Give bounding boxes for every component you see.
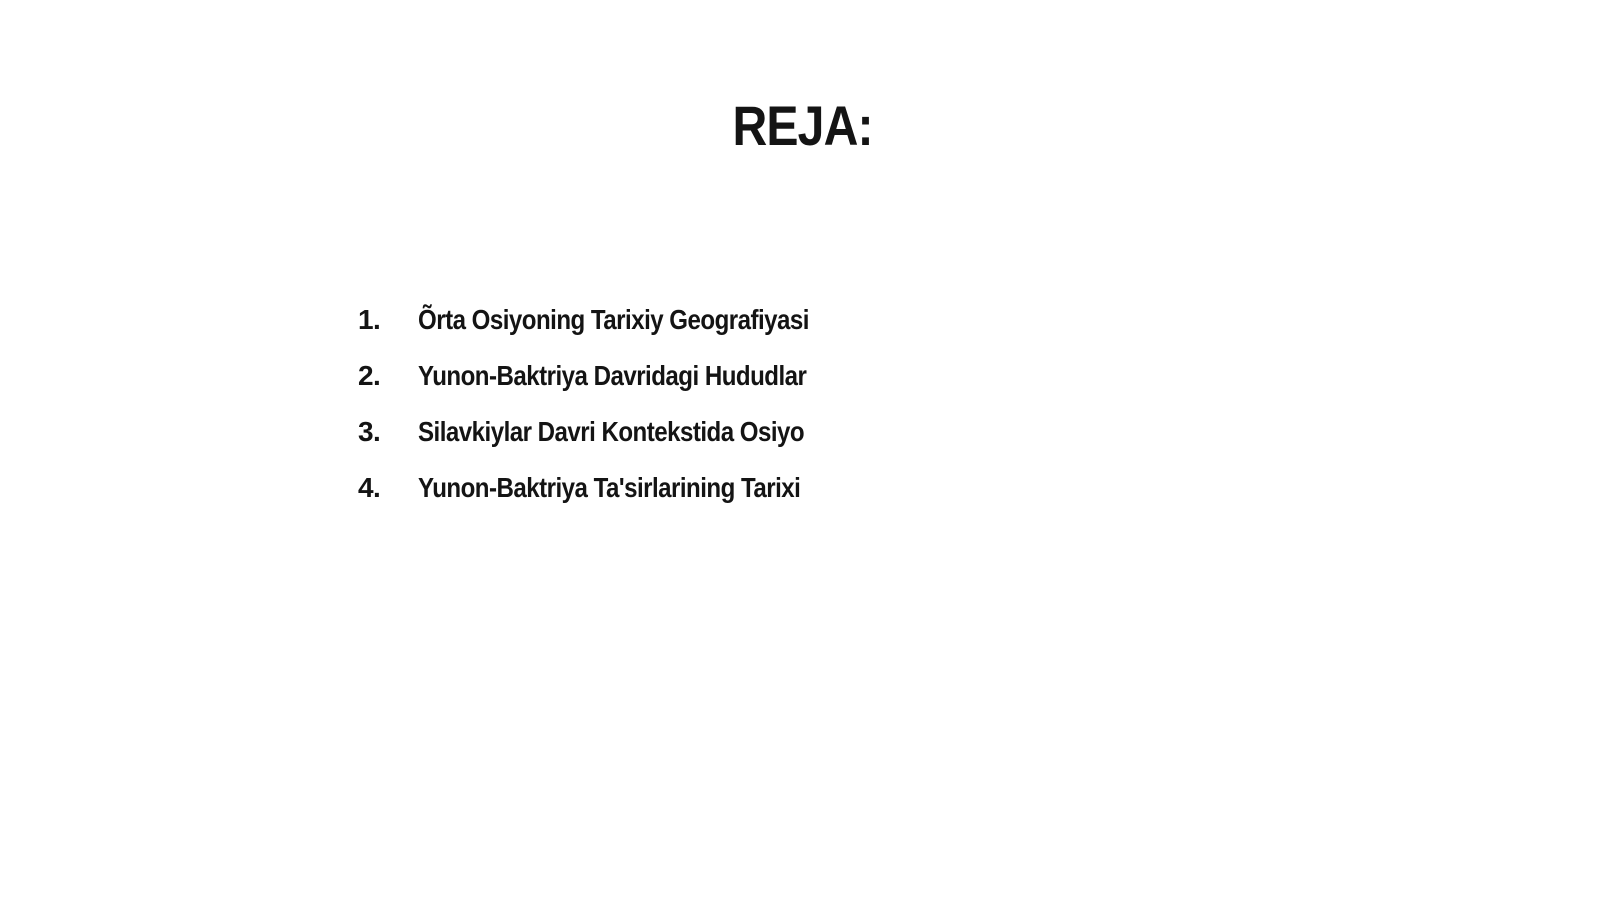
plan-list [358, 292, 873, 516]
list-item-text: Silavkiylar Davri Kontekstida Osiyo [418, 416, 805, 447]
list-item-number: 3. [358, 416, 381, 447]
list-item [358, 348, 873, 404]
list-item-number: 4. [358, 472, 381, 503]
list-item [358, 404, 873, 460]
list-item [358, 460, 873, 516]
list-item [358, 292, 873, 348]
list-item-text: Õrta Osiyoning Tarixiy Geografiyasi [418, 304, 809, 335]
slide-title: REJA: [732, 94, 873, 157]
list-item-number: 1. [358, 304, 381, 335]
list-item-text: Yunon-Baktriya Davridagi Hududlar [418, 360, 807, 391]
list-item-text: Yunon-Baktriya Ta'sirlarining Tarixi [418, 472, 801, 503]
list-item-number: 2. [358, 360, 381, 391]
